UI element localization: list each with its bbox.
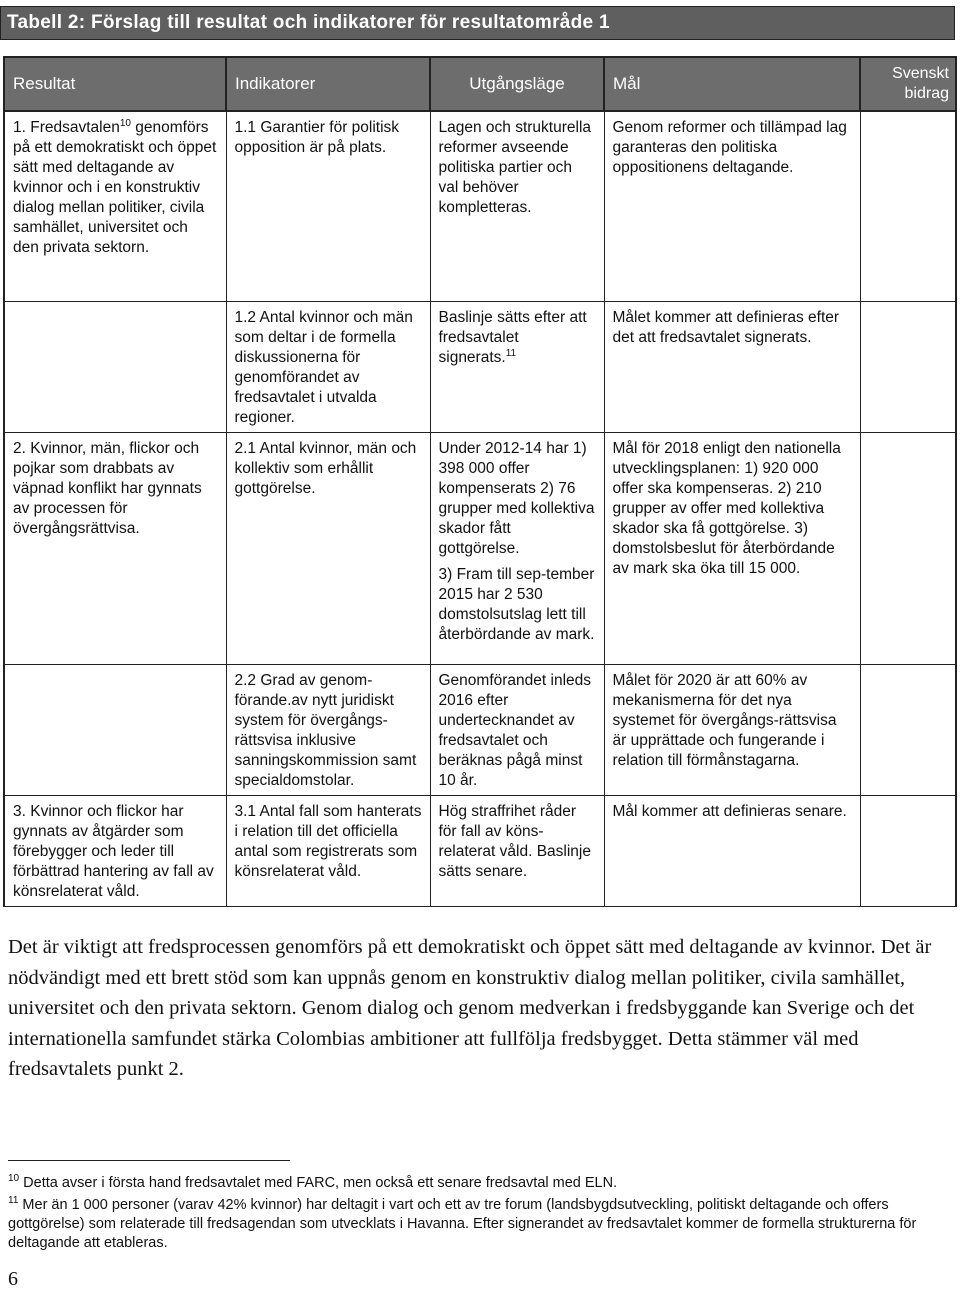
footnote-ref: 10 [119,117,131,129]
footnote-number: 11 [8,1195,19,1207]
cell-resultat [4,111,226,301]
cell-indikator: 3.1 Antal fall som hanterats i relation till det officiella antal som registrerats som könsrelaterat våld. [226,795,430,906]
header-svenskt-bidrag [860,57,956,111]
cell-svenskt-bidrag [860,111,956,301]
cell-indikator: 2.2 Grad av genom-förande.av nytt juridiskt system för övergångs-rättsvisa inklusive sanningskommission samt specialdomstolar. [226,664,430,795]
cell-mal: Målet för 2020 är att 60% av mekanismerna för det nya systemet för övergångs-rättsvisa är upprättade och fungerande i relation till förmånstagarna. [604,664,860,795]
cell-mal: Mål kommer att definieras senare. [604,795,860,906]
table-row [4,664,956,795]
cell-utgangslage: Lagen och strukturella reformer avseende politiska partier och val behöver kompletteras. [430,111,604,301]
table-row [4,111,956,301]
header-utgangslage: Utgångsläge [430,57,604,111]
header-svenskt: Svenskt [892,65,949,82]
footnote-11 [8,1196,953,1253]
table-title: Tabell 2: Förslag till resultat och indikatorer för resultatområde 1 [7,12,610,33]
cell-utgangslage [430,432,604,664]
cell-resultat [4,664,226,795]
cell-indikator: 1.1 Garantier för politisk opposition är på plats. [226,111,430,301]
table-row [4,432,956,664]
cell-mal: Mål för 2018 enligt den nationella utvecklingsplanen: 1) 920 000 offer ska kompenseras. 2) 210 grupper av offer med kollektiva skador ska få gottgörelse. 3) domstolsbeslut för återbördande av mark ska öka till 15 000. [604,432,860,664]
cell-utgangslage [430,301,604,432]
resultat-text-rest: genomförs på ett demokratiskt och öppet sätt med deltagande av kvinnor och i en konstruktiv dialog mellan politiker, civila samhället, universitet och den privata sektorn. [13,119,217,256]
cell-resultat: 3. Kvinnor och flickor har gynnats av åtgärder som förebygger och leder till förbättrad hantering av fall av könsrelaterat våld. [4,795,226,906]
footnote-divider [8,1160,290,1161]
cell-utgangslage: Genomförandet inleds 2016 efter undertecknandet av fredsavtalet och beräknas pågå minst 10 år. [430,664,604,795]
results-table [3,56,957,907]
header-indikatorer: Indikatorer [226,57,430,111]
cell-mal: Genom reformer och tillämpad lag garanteras den politiska oppositionens deltagande. [604,111,860,301]
table-row [4,795,956,906]
cell-svenskt-bidrag [860,432,956,664]
header-mal: Mål [604,57,860,111]
cell-indikator: 2.1 Antal kvinnor, män och kollektiv som erhållit gottgörelse. [226,432,430,664]
cell-svenskt-bidrag [860,301,956,432]
footnote-10 [8,1174,953,1193]
table-title-bar [0,6,955,40]
footnote-number: 10 [8,1173,20,1185]
cell-svenskt-bidrag [860,795,956,906]
cell-resultat [4,301,226,432]
utgangslage-part-a: Under 2012-14 har 1) 398 000 offer kompenserats 2) 76 grupper med kollektiva skador fått gottgörelse. [438,439,595,557]
utgangslage-text: Baslinje sätts efter att fredsavtalet signerats. [438,308,587,366]
cell-utgangslage: Hög straffrihet råder för fall av köns-relaterat våld. Baslinje sätts senare. [430,795,604,906]
page-number: 6 [8,1268,18,1290]
cell-mal: Målet kommer att definieras efter det att fredsavtalet signerats. [604,301,860,432]
footnote-text: Detta avser i första hand fredsavtalet med FARC, men också ett senare fredsavtal med ELN. [23,1175,618,1191]
resultat-text: 1. Fredsavtalen [13,119,120,136]
footnote-text: Mer än 1 000 personer (varav 42% kvinnor) har deltagit i vart och ett av tre forum (landsbygdsutveckling, politiskt deltagande och offers gottgörelse) som relaterade till fredsagendan som utvecklats i Havanna. Efter signerandet av fredsavtalet kommer de formella strukturerna för deltagande att etableras. [8,1197,917,1251]
body-paragraph: Det är viktigt att fredsprocessen genomförs på ett demokratiskt och öppet sätt med deltagande av kvinnor. Det är nödvändigt med ett brett stöd som kan uppnås genom en konstruktiv dialog mellan politiker, civila samhället, universitet och den privata sektorn. Genom dialog och genom medverkan i fredsbyggande kan Sverige och det internationella samfundet stärka Colombias ambitioner att fullfölja fredsbygget. Detta stämmer väl med fredsavtalets punkt 2. [8,936,932,1080]
header-resultat: Resultat [4,57,226,111]
cell-indikator: 1.2 Antal kvinnor och män som deltar i de formella diskussionerna för genomförandet av fredsavtalet i utvalda regioner. [226,301,430,432]
footnote-ref: 11 [505,347,517,359]
table-row [4,301,956,432]
cell-resultat: 2. Kvinnor, män, flickor och pojkar som drabbats av väpnad konflikt har gynnats av processen för övergångsrättvisa. [4,432,226,664]
cell-svenskt-bidrag [860,664,956,795]
header-bidrag: bidrag [904,85,949,102]
utgangslage-part-b: 3) Fram till sep-tember 2015 har 2 530 domstolsutslag lett till återbördande av mark. [438,565,595,643]
header-row [4,57,956,111]
